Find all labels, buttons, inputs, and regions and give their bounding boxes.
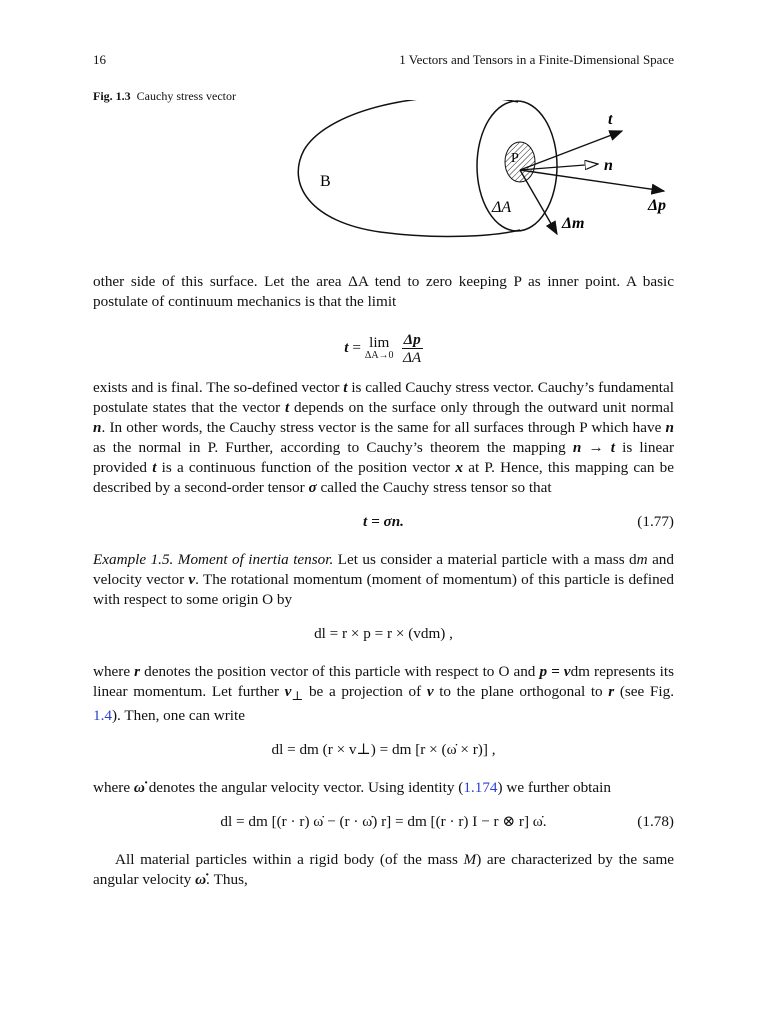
label-point: P (511, 151, 519, 166)
figure-svg (290, 100, 690, 250)
equation-1-78: dl = dm [(r · r) ω̇ − (r · ω̇) r] = dm [(r · r) I − r ⊗ r] ω̇. (1.78) (220, 813, 674, 831)
equation-dl-1: dl = r × p = r × (vdm) , (314, 625, 453, 642)
label-dp: Δp (648, 197, 667, 214)
label-body: B (320, 173, 331, 190)
figure-caption-label: Fig. 1.3 (93, 89, 131, 103)
paragraph-5: where ω̇ denotes the angular velocity vector. Using identity (1.174) we further obtain (93, 779, 611, 797)
vector-dm (520, 170, 557, 234)
paragraph-4: where r denotes the position vector of this particle with respect to O and p = vdm represents its linear momentum. Let further $v_\perp$ be a projection of v to the plane orthogonal to r (see Fig. 1.4). Then, one can write (93, 663, 674, 725)
label-n: n (604, 157, 613, 174)
link-eq-1-174[interactable]: 1.174 (463, 779, 498, 797)
equation-limit: t = lim ΔA→0 $\frac{\Delta p}{\Delta A}$ (344, 330, 422, 366)
label-dm: Δm (562, 215, 585, 232)
body-text (93, 272, 674, 890)
label-area: ΔA (492, 199, 512, 216)
label-t: t (608, 111, 613, 128)
equation-dl-2: dl = dm (r × v⊥) = dm [r × (ω̇ × r)] , (271, 741, 496, 759)
figure-caption (93, 89, 253, 104)
equation-1-77: t = σn. (1.77) (363, 513, 674, 530)
figure-cauchy-stress (290, 100, 690, 250)
paragraph-2: exists and is final. The so-defined vector t is called Cauchy stress vector. Cauchy’s fundamental postulate states that the vector t depends on the surface only through the outward unit normal n. In other words, the Cauchy stress vector is the same for all surfaces through P which have n as the normal in P. Further, according to Cauchy’s theorem the mapping n → t is linear provided t is a continuous function of the position vector x at P. Hence, this mapping can be described by a second-order tensor σ called the Cauchy stress tensor so that (93, 379, 675, 496)
body-outline (298, 100, 520, 236)
figure-caption-text: Cauchy stress vector (136, 89, 236, 103)
chapter-title: 1 Vectors and Tensors in a Finite-Dimensional Space (399, 52, 674, 67)
page-number: 16 (93, 52, 106, 67)
paragraph-1: other side of this surface. Let the area ΔA tend to zero keeping P as inner point. A basic postulate of continuum mechanics is that the limit (93, 273, 674, 310)
paragraph-3: Example 1.5. Moment of inertia tensor. Let us consider a material particle with a mass dm and velocity vector v. The rotational momentum (moment of momentum) of this particle is defined with respect to some origin O by (93, 551, 674, 608)
vector-dp (520, 170, 664, 191)
running-head (93, 52, 674, 68)
paragraph-6: All material particles within a rigid body (of the mass M) are characterized by the same angular velocity ω̇. Thus, (93, 851, 674, 889)
link-fig-1-4[interactable]: 1.4 (93, 707, 112, 725)
hatched-area (505, 142, 535, 182)
